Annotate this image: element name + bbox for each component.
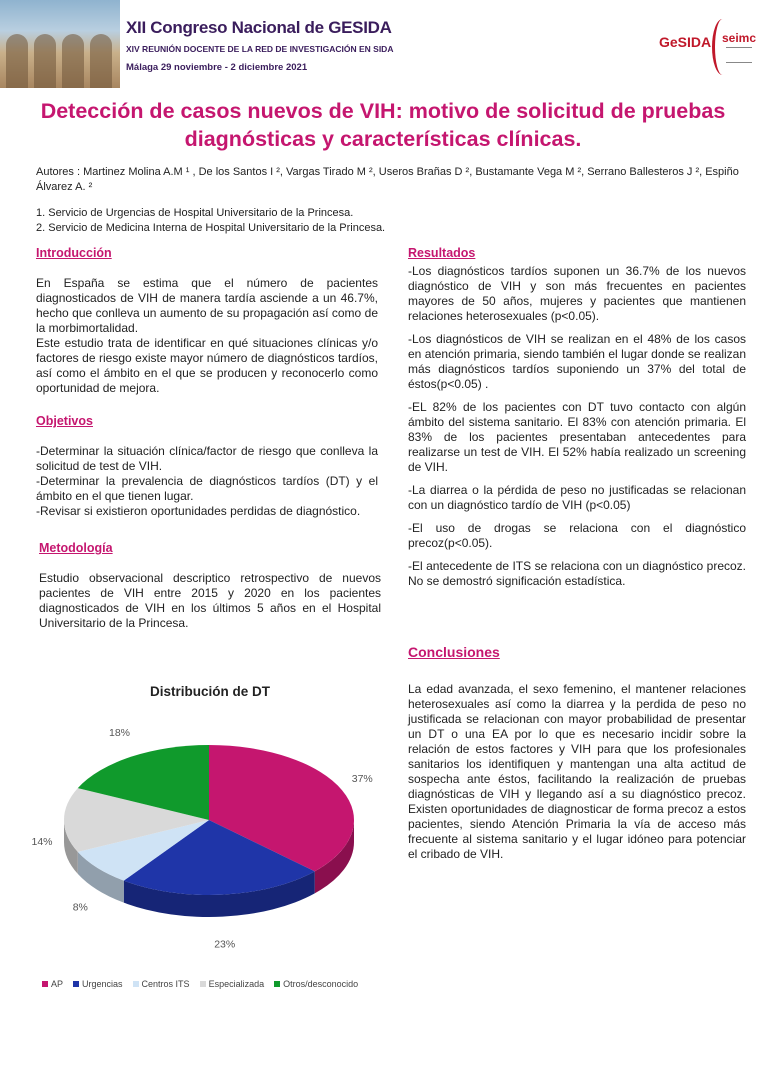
result-paragraph: -El uso de drogas se relaciona con el diagnóstico precoz(p<0.05). xyxy=(408,521,746,550)
legend-swatch xyxy=(133,981,139,987)
legend-swatch xyxy=(200,981,206,987)
legend-item xyxy=(274,979,358,989)
pie-data-label: 14% xyxy=(31,835,53,848)
pie-data-label: 18% xyxy=(109,726,131,739)
legend-label: Centros ITS xyxy=(141,979,190,989)
legend-item xyxy=(42,979,63,989)
legend-item xyxy=(73,979,123,989)
legend-swatch xyxy=(42,981,48,987)
legend-swatch xyxy=(73,981,79,987)
legend-item xyxy=(200,979,265,989)
metodologia-heading: Metodología xyxy=(39,541,113,555)
resultados-body xyxy=(408,264,746,597)
metodologia-body: Estudio observacional descriptico retrospectivo de nuevos pacientes de VIH entre 2015 y 2020 en los pacientes diagnosticados de VIH en los últimos 5 años en el Hospital Universitario de la Princesa. xyxy=(39,571,381,630)
legend-label: Urgencias xyxy=(82,979,123,989)
objetivos-body xyxy=(36,444,378,519)
legend-label: Otros/desconocido xyxy=(283,979,359,989)
paragraph: Este estudio trata de identificar en qué situaciones clínicas y/o factores de riesgo existe mayor número de diagnósticos tardíos, así como el ámbito en el que se producen y reconocerlo como oportunidad de mejora. xyxy=(36,336,378,395)
pie-chart xyxy=(24,726,374,970)
objective-item: -Revisar si existieron oportunidades perdidas de diagnóstico. xyxy=(36,504,361,518)
result-paragraph: -Los diagnósticos de VIH se realizan en el 48% de los casos en atención primaria, siendo también el lugar donde se realizan más diagnósticos tardíos suponiendo un 37% del total de éstos(p<0.05) . xyxy=(408,332,746,391)
authors: Autores : Martinez Molina A.M ¹ , De los Santos I ², Vargas Tirado M ², Useros Brañas D ², Bustamante Vega M ², Serrano Ballesteros J ², Espiño Álvarez A. ² xyxy=(36,166,739,193)
conclusiones-body: La edad avanzada, el sexo femenino, el mantener relaciones heterosexuales así como la diarrea y la perdida de peso no justificada se relacionan con mayor probabilidad de presentar un DT o una EA por lo que es necesario incidir sobre la relación de estos factores y VIH para que los profesionales sanitarios los identifiquen y mantengan una alta actitud de sospecha ante éstos, facilitando la realización de pruebas diagnósticas de VIH y llegando así a su diagnóstico precoz. Existen oportunidades de diagnosticar de forma precoz a estos pacientes, siendo Atención Primaria la vía de acceso más frecuente al sistema sanitario y el lugar idóneo para potenciar el cribado de VIH. xyxy=(408,682,746,861)
resultados-heading: Resultados xyxy=(408,246,476,260)
legend-swatch xyxy=(274,981,280,987)
seimc-logo-text: seimc xyxy=(722,31,757,45)
gesida-logo: GeSIDA xyxy=(659,34,712,50)
legend-item xyxy=(133,979,190,989)
legend-label: AP xyxy=(51,979,64,989)
result-paragraph: -La diarrea o la pérdida de peso no justificadas se relacionan con un diagnóstico tardío de VIH (p<0.05) xyxy=(408,483,746,512)
conference-title: XII Congreso Nacional de GESIDA xyxy=(126,18,392,37)
objective-item: -Determinar la situación clínica/factor de riesgo que conlleva la solicitud de test de VIH. xyxy=(36,444,378,473)
chart-title: Distribución de DT xyxy=(149,684,270,699)
result-paragraph: -Los diagnósticos tardíos suponen un 36.7% de los nuevos diagnóstico de VIH y son más frecuentes en pacientes mayores de 50 años, mujeres y pacientes que mantienen relaciones heterosexuales (p<0.05). xyxy=(408,264,746,323)
affiliation-item: 2. Servicio de Medicina Interna de Hospital Universitario de la Princesa. xyxy=(36,222,386,234)
result-paragraph: -EL 82% de los pacientes con DT tuvo contacto con algún ámbito del sistema sanitario. El 83% con atención primaria. El 83% de los pacientes presentaban antecedentes para realizarse un test de VIH. El 52% había realizado un screening de VIH. xyxy=(408,400,746,474)
affiliations-list xyxy=(36,206,736,236)
chart-legend xyxy=(42,979,358,989)
conclusiones-heading: Conclusiones xyxy=(408,644,500,660)
introduccion-heading: Introducción xyxy=(36,246,112,260)
introduccion-body xyxy=(36,276,378,396)
paragraph: En España se estima que el número de pacientes diagnosticados de VIH de manera tardía asciende a un 46.7%, hecho que conlleva un aumento de su propagación así como de la morbimortalidad. xyxy=(36,276,378,335)
conference-date: Málaga 29 noviembre - 2 diciembre 2021 xyxy=(126,62,308,73)
pie-data-label: 37% xyxy=(351,772,373,785)
pie-data-label: 23% xyxy=(214,938,236,951)
pie-top xyxy=(64,745,354,895)
seimc-logo xyxy=(712,15,757,77)
conference-subtitle: XIV REUNIÓN DOCENTE DE LA RED DE INVESTIGACIÓN EN SIDA xyxy=(126,44,394,54)
poster-title: Detección de casos nuevos de VIH: motivo de solicitud de pruebas diagnósticas y características clínicas. xyxy=(40,99,726,151)
objetivos-heading: Objetivos xyxy=(36,414,93,428)
result-paragraph: -El antecedente de ITS se relaciona con un diagnóstico precoz. No se demostró significación estadística. xyxy=(408,559,746,588)
conference-banner-image xyxy=(0,0,120,88)
pie-data-label: 8% xyxy=(72,901,88,914)
affiliation-item: 1. Servicio de Urgencias de Hospital Universitario de la Princesa. xyxy=(36,207,354,219)
legend-label: Especializada xyxy=(208,979,265,989)
objective-item: -Determinar la prevalencia de diagnósticos tardíos (DT) y el ámbito en el que tienen lugar. xyxy=(36,474,378,503)
